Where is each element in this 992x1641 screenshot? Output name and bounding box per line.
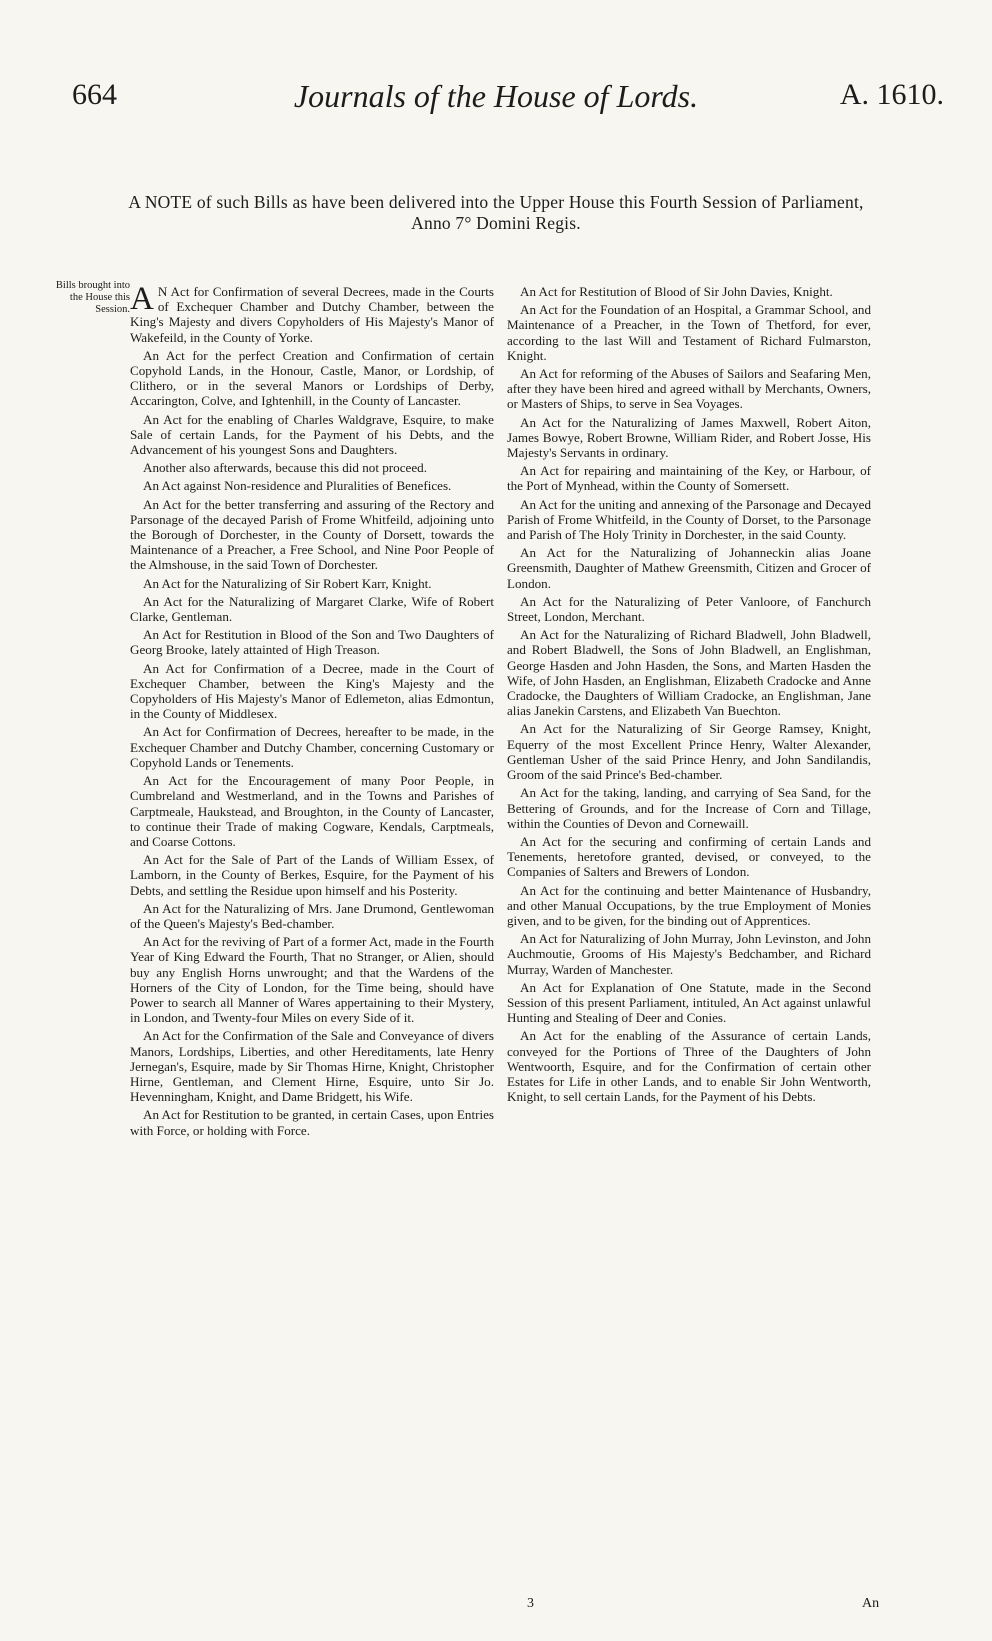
bill-entry: An Act for the uniting and annexing of the Parsonage and Decayed Parish of Frome Whitfeild, in the County of Dorset, to the Parsonage and Parish of The Holy Trinity in Dorchester, in the said County.: [507, 496, 871, 543]
bill-entry: An Act for the Encouragement of many Poor People, in Cumbreland and Westmerland, and in the Towns and Parishes of Carptmeale, Haukstead, and Broughton, in the County of Lancaster, to continue their Trade of making Cogware, Kendals, Carptmeals, and Coarse Cottons.: [130, 773, 494, 849]
left-column: [130, 281, 494, 1141]
bill-entry: An Act for the Confirmation of the Sale and Conveyance of divers Manors, Lordships, Liberties, and other Hereditaments, late Henry Jernegan's, Esquire, made by Sir Thomas Hirne, Knight, Christopher Hirne, Gentleman, and Clement Hirne, Esquire, unto Sir Jo. Hevenningham, Knight, and Dame Bridgett, his Wife.: [130, 1028, 494, 1105]
bill-entry: An Act for the better transferring and assuring of the Rectory and Parsonage of the decayed Parish of Frome Whitfeild, adjoining unto the Borough of Dorchester, in the County of Dorsett, towards the Maintenance of a Preacher, a Free School, and Nine Poor People of the Almshouse, in the said Town of Dorchester.: [130, 496, 494, 573]
page-number: 664: [72, 78, 117, 111]
drop-cap: A: [130, 281, 154, 317]
margin-note: Bills brought into the House this Session.: [55, 280, 130, 315]
bill-entry: An Act for Naturalizing of John Murray, John Levinston, and John Auchmoutie, Grooms of His Majesty's Bedchamber, and Richard Murray, Warden of Manchester.: [507, 931, 871, 977]
bill-entry: An Act for the taking, landing, and carrying of Sea Sand, for the Bettering of Grounds, and for the Increase of Corn and Tillage, within the Counties of Devon and Cornewaill.: [507, 785, 871, 831]
bill-entry: An Act for the Naturalizing of Mrs. Jane Drumond, Gentlewoman of the Queen's Majesty's Bed-chamber.: [130, 900, 494, 931]
bill-entry: An Act for the enabling of Charles Waldgrave, Esquire, to make Sale of certain Lands, for the Payment of his Debts, and the Advancement of his youngest Sons and Daughters.: [130, 411, 494, 458]
bill-entry: Another also afterwards, because this did not proceed.: [143, 460, 427, 476]
bill-entry: An Act for Restitution of Blood of Sir John Davies, Knight.: [520, 284, 833, 299]
signature-mark: 3: [527, 1596, 534, 1611]
catchword: An: [862, 1596, 880, 1611]
page-footer: [0, 1596, 992, 1620]
bill-entry: An Act for the Naturalizing of Peter Vanloore, of Fanchurch Street, London, Merchant.: [507, 593, 871, 625]
bill-entry: An Act for Explanation of One Statute, made in the Second Session of this present Parliament, intituled, An Act against unlawful Hunting and Stealing of Deer and Conies.: [507, 979, 871, 1026]
right-column: [507, 284, 871, 1107]
bill-entry: An Act for the Naturalizing of Johanneckin alias Joane Greensmith, Daughter of Mathew Greensmith, Citizen and Grocer of London.: [507, 545, 871, 591]
bill-entry: An Act for the Naturalizing of Sir Robert Karr, Knight.: [143, 575, 432, 591]
bill-entry: An Act for Restitution to be granted, in certain Cases, upon Entries with Force, or holding with Force.: [130, 1107, 494, 1138]
first-paragraph: [130, 281, 494, 345]
bill-entry: An Act for the perfect Creation and Confirmation of certain Copyhold Lands, in the Honour, Castle, Manor, or Lordship, of Clithero, or in the several Manors or Lordships of Derby, Accarington, Colve, and Ightenhill, in the County of Lancaster.: [130, 347, 494, 409]
bill-entry: An Act for reforming of the Abuses of Sailors and Seafaring Men, after they have been hired and agreed withall by Merchants, Owners, or Masters of Ships, to serve in Sea Voyages.: [507, 366, 871, 412]
bill-entry: An Act for the Foundation of an Hospital, a Grammar School, and Maintenance of a Preacher, in the Town of Thetford, for ever, according to the last Will and Testament of Richard Fulmarston, Knight.: [507, 302, 871, 363]
bill-entry: An Act for the Naturalizing of Margaret Clarke, Wife of Robert Clarke, Gentleman.: [130, 593, 494, 625]
bill-entry: An Act for the Sale of Part of the Lands of William Essex, of Lamborn, in the County of Berkes, Esquire, for the Payment of his Debts, and settling the Residue upon himself and his Posterity.: [130, 852, 494, 898]
bill-entry: An Act for repairing and maintaining of the Key, or Harbour, of the Port of Mynhead, within the County of Somersett.: [507, 463, 871, 494]
first-paragraph-text: N Act for Confirmation of several Decrees, made in the Courts of Exchequer Chamber and Dutchy Chamber, between the King's Majesty and divers Copyholders of His Majesty's Manor of Wakefeild, in the County of Yorke.: [130, 284, 494, 345]
bill-entry: An Act for the Naturalizing of James Maxwell, Robert Aiton, James Bowye, Robert Browne, William Rider, and Robert Josse, His Majesty's Servants in ordinary.: [507, 414, 871, 461]
bill-entry: An Act for Confirmation of Decrees, hereafter to be made, in the Exchequer Chamber and Dutchy Chamber, concerning Customary or Copyhold Lands or Tenements.: [130, 724, 494, 770]
bill-entry: An Act against Non-residence and Pluralities of Benefices.: [143, 478, 452, 494]
bill-entry: An Act for the Naturalizing of Richard Bladwell, John Bladwell, and Robert Bladwell, the Sons of John Bladwell, an Englishman, George Hasden and John Hasden, the Sons, and Marten Hasden the Wife, of John Hasden, an Englishman, Elizabeth Cradocke and Anne Cradocke, the Daughters of William Cradocke, an Englishman, Jane alias Janekin Carstens, and Elizabeth Van Buechton.: [507, 627, 871, 719]
bill-entry: An Act for the continuing and better Maintenance of Husbandry, and other Manual Occupations, by the true Employment of Monies given, and to be given, for the binding out of Apprentices.: [507, 882, 871, 928]
bill-entry: An Act for the enabling of the Assurance of certain Lands, conveyed for the Portions of Three of the Daughters of John Wentwoorth, Esquire, and for the Confirmation of certain other Estates for Life in other Lands, and to enable Sir John Wentworth, Knight, to sell certain Lands, for the Payment of his Debts.: [507, 1028, 871, 1105]
bill-entry: An Act for Restitution in Blood of the Son and Two Daughters of Georg Brooke, lately attainted of High Treason.: [130, 627, 494, 658]
bill-entry: An Act for Confirmation of a Decree, made in the Court of Exchequer Chamber, between the King's Majesty and the Copyholders of His Majesty's Manor of Edlemeton, alias Edmontun, in the County of Middlesex.: [130, 660, 494, 722]
page-header: [0, 78, 992, 118]
bill-entry: An Act for the securing and confirming of certain Lands and Tenements, heretofore granted, devised, or conveyed, to the Companies of Salters and Brewers of London.: [507, 833, 871, 880]
bill-entry: An Act for the reviving of Part of a former Act, made in the Fourth Year of King Edward the Fourth, That no Stranger, or Alien, should buy any English Horns unwrought; and that the Wardens of the Horners of the City of London, for the Time being, should have Power to search all Manner of Wares appertaining to their Mystery, in London, and Twenty-four Miles on every Side of it.: [130, 934, 494, 1026]
year-label: A. 1610.: [839, 78, 944, 111]
bill-entry: An Act for the Naturalizing of Sir George Ramsey, Knight, Equerry of the most Excellent Prince Henry, Walter Alexander, Gentleman Usher of the said Prince Henry, and John Sandilandis, Groom of the said Prince's Bed-chamber.: [507, 721, 871, 783]
running-title: Journals of the House of Lords.: [293, 78, 699, 114]
section-title: A NOTE of such Bills as have been delivered into the Upper House this Fourth Session of Parliament, Anno 7° Domini Regis.: [128, 192, 864, 233]
